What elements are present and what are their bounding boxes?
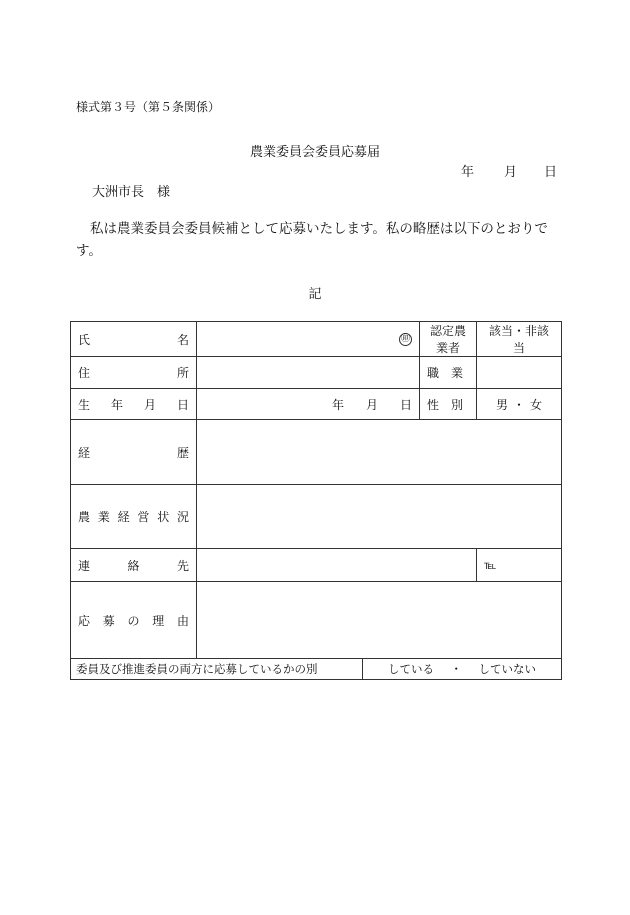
date-month: 月	[504, 165, 518, 180]
date-year: 年	[461, 165, 475, 180]
both-apply-field[interactable]: している ・ していない	[363, 659, 562, 680]
form-title: 農業委員会委員応募届	[249, 145, 380, 160]
name-label: 氏 名	[71, 322, 197, 357]
address-label: 住 所	[71, 357, 197, 389]
address-field[interactable]	[197, 357, 420, 389]
occupation-label: 職 業	[420, 357, 477, 389]
ki-heading: 記	[308, 287, 322, 302]
form-number: 様式第３号（第５条関係）	[76, 100, 221, 114]
gender-field[interactable]: 男 ・ 女	[477, 389, 562, 420]
name-row	[71, 322, 562, 357]
occupation-field[interactable]	[477, 357, 562, 389]
career-row	[71, 420, 562, 485]
reason-row	[71, 582, 562, 659]
date-day: 日	[544, 165, 558, 180]
birth-label: 生 年 月 日	[71, 389, 197, 420]
career-field[interactable]	[197, 420, 562, 485]
reason-field[interactable]	[197, 582, 562, 659]
both-apply-label: 委員及び推進委員の両方に応募しているかの別	[71, 659, 363, 680]
birth-date-field[interactable]: 年 月 日	[197, 389, 420, 420]
gender-label: 性 別	[420, 389, 477, 420]
tel-field[interactable]	[477, 549, 562, 582]
seal-icon: ㊞	[400, 333, 410, 344]
farming-status-row	[71, 485, 562, 549]
telephone-icon: ℡	[484, 558, 497, 572]
name-field[interactable]	[197, 322, 420, 357]
application-statement: 私は農業委員会委員候補として応募いたします。私の略歴は以下のとおりです。	[76, 221, 548, 259]
contact-row	[71, 549, 562, 582]
career-label: 経 歴	[71, 420, 197, 485]
birth-row	[71, 389, 562, 420]
farming-status-label: 農 業 経 営 状 況	[71, 485, 197, 549]
address-row	[71, 357, 562, 389]
certified-farmer-value[interactable]: 該当・非該当	[477, 322, 562, 357]
certified-farmer-label: 認定農業者	[420, 322, 477, 357]
farming-status-field[interactable]	[197, 485, 562, 549]
contact-field[interactable]	[197, 549, 477, 582]
reason-label: 応 募 の 理 由	[71, 582, 197, 659]
application-form-table	[70, 321, 562, 680]
contact-label: 連 絡 先	[71, 549, 197, 582]
addressee: 大洲市長 様	[92, 185, 171, 200]
both-apply-row	[71, 659, 562, 680]
